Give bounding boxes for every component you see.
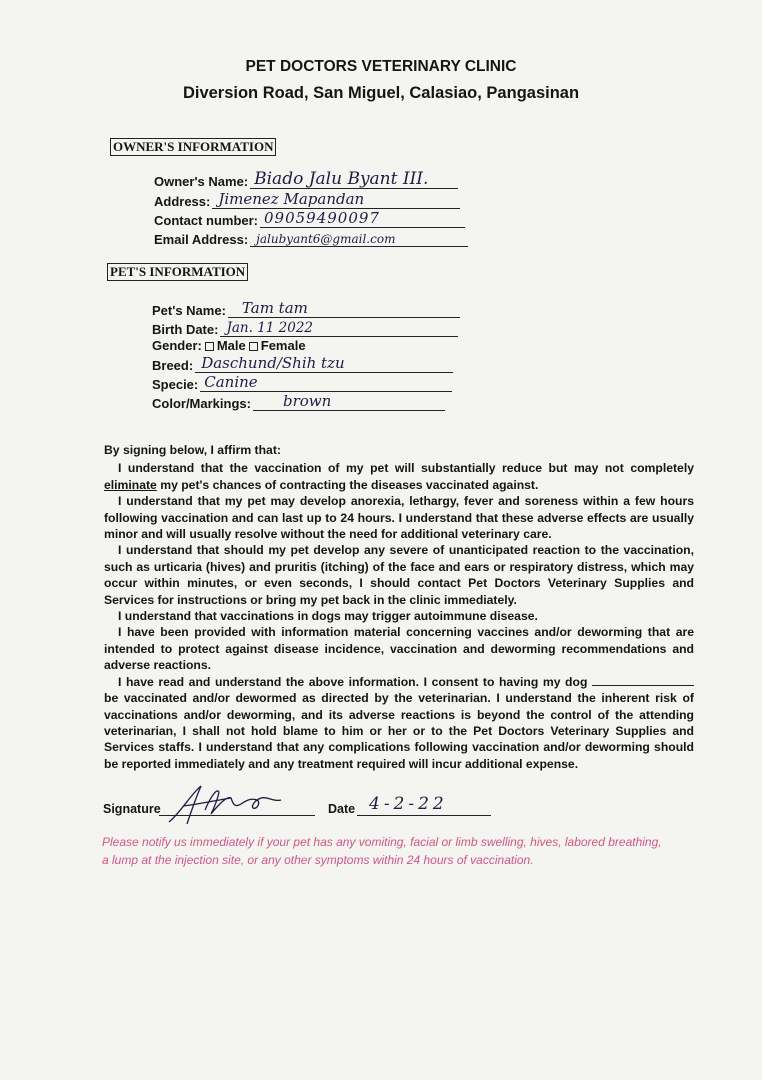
pet-breed-field: [152, 356, 453, 373]
owner-email-field: [154, 230, 468, 247]
pet-gender-field: [152, 338, 306, 353]
pet-breed-label: Breed:: [152, 358, 194, 373]
pet-name-field: [152, 301, 460, 318]
pet-name-value: Tam tam: [241, 299, 308, 317]
pet-specie-value: Canine: [204, 373, 258, 391]
handwritten-signature: [161, 782, 291, 828]
owner-name-field: [154, 169, 458, 189]
owner-name-label: Owner's Name:: [154, 174, 249, 189]
signature-label: Signature: [103, 802, 161, 816]
gender-male-checkbox[interactable]: [205, 342, 214, 351]
gender-female-checkbox[interactable]: [249, 342, 258, 351]
pet-birthdate-value: Jan. 11 2022: [226, 320, 314, 336]
pet-specie-label: Specie:: [152, 377, 199, 392]
pet-name-label: Pet's Name:: [152, 303, 226, 318]
pet-section-title: PET'S INFORMATION: [107, 263, 248, 281]
pet-birthdate-label: Birth Date:: [152, 322, 219, 337]
owner-section-title: OWNER'S INFORMATION: [110, 138, 276, 156]
post-vaccination-notice: Please notify us immediately if your pet has any vomiting, facial or limb swelling, hives, labored breathing, a lump at the injection site, or any other symptoms within 24 hours of vaccination.: [102, 835, 662, 867]
pet-color-label: Color/Markings:: [152, 396, 251, 411]
date-line[interactable]: [357, 815, 491, 816]
owner-contact-field: [154, 211, 465, 228]
dog-name-blank[interactable]: [592, 674, 694, 686]
gender-male-label: Male: [216, 338, 246, 353]
consent-paragraph-5: I have been provided with information material concerning vaccines and/or deworming that are intended to protect against disease incidence, vaccination and deworming recommendations and adverse reactions.: [104, 625, 694, 673]
owner-email-label: Email Address:: [154, 232, 249, 247]
consent-paragraph-3: I understand that should my pet develop any severe of unanticipated reaction to the vaccination, such as urticaria (hives) and pruritis (itching) of the face and ears or respiratory distress, which may occur within minutes, or even seconds, I should contact Pet Doctors Veterinary Supplies and Services for instructions or bring my pet back in the clinic immediately.: [104, 543, 694, 607]
consent-paragraph-2: I understand that my pet may develop anorexia, lethargy, fever and soreness within a few hours following vaccination and can last up to 24 hours. I understand that these adverse effects are usually minor and will usually resolve without the need for additional veterinary care.: [104, 494, 694, 542]
consent-paragraph-6: I have read and understand the above information. I consent to having my dog be vaccinated and/or dewormed as directed by the veterinarian. I understand the inherent risk of vaccinations and/or deworming, and its adverse reactions is beyond the control of the attending veterinarian, I shall not hold blame to him or her or to the Pet Doctors Veterinary Supplies and Services staffs. I understand that any complications following vaccination and/or deworming should be reported immediately and any treatment required will incur additional expense.: [104, 674, 694, 771]
pet-color-value: brown: [282, 392, 332, 410]
pet-breed-value: Daschund/Shih tzu: [201, 354, 345, 372]
owner-name-value: Biado Jalu Byant III.: [254, 169, 429, 189]
pet-color-field: [152, 394, 445, 411]
consent-paragraph-1: I understand that the vaccination of my pet will substantially reduce but may not completely eliminate my pet's chances of contracting the diseases vaccinated against.: [104, 461, 694, 492]
clinic-address: Diversion Road, San Miguel, Calasiao, Pangasinan: [182, 84, 580, 102]
owner-address-value: Jimenez Mapandan: [218, 190, 365, 208]
owner-address-label: Address:: [154, 194, 211, 209]
pet-gender-label: Gender:: [152, 338, 202, 353]
owner-address-field: [154, 192, 460, 209]
clinic-name: PET DOCTORS VETERINARY CLINIC: [245, 58, 517, 75]
date-label: Date: [328, 802, 356, 816]
pet-birthdate-field: [152, 320, 458, 337]
gender-female-label: Female: [260, 338, 306, 353]
consent-paragraph-4: I understand that vaccinations in dogs may trigger autoimmune disease.: [118, 609, 538, 624]
owner-email-value: jalubyant6@gmail.com: [256, 232, 396, 246]
pet-specie-field: [152, 375, 452, 392]
signature-row: [103, 790, 503, 820]
owner-contact-label: Contact number:: [154, 213, 258, 228]
consent-lead: By signing below, I affirm that:: [104, 443, 281, 457]
date-value: 4-2-22: [369, 794, 448, 814]
owner-contact-value: 09059490097: [264, 209, 380, 227]
consent-text: [104, 442, 694, 772]
